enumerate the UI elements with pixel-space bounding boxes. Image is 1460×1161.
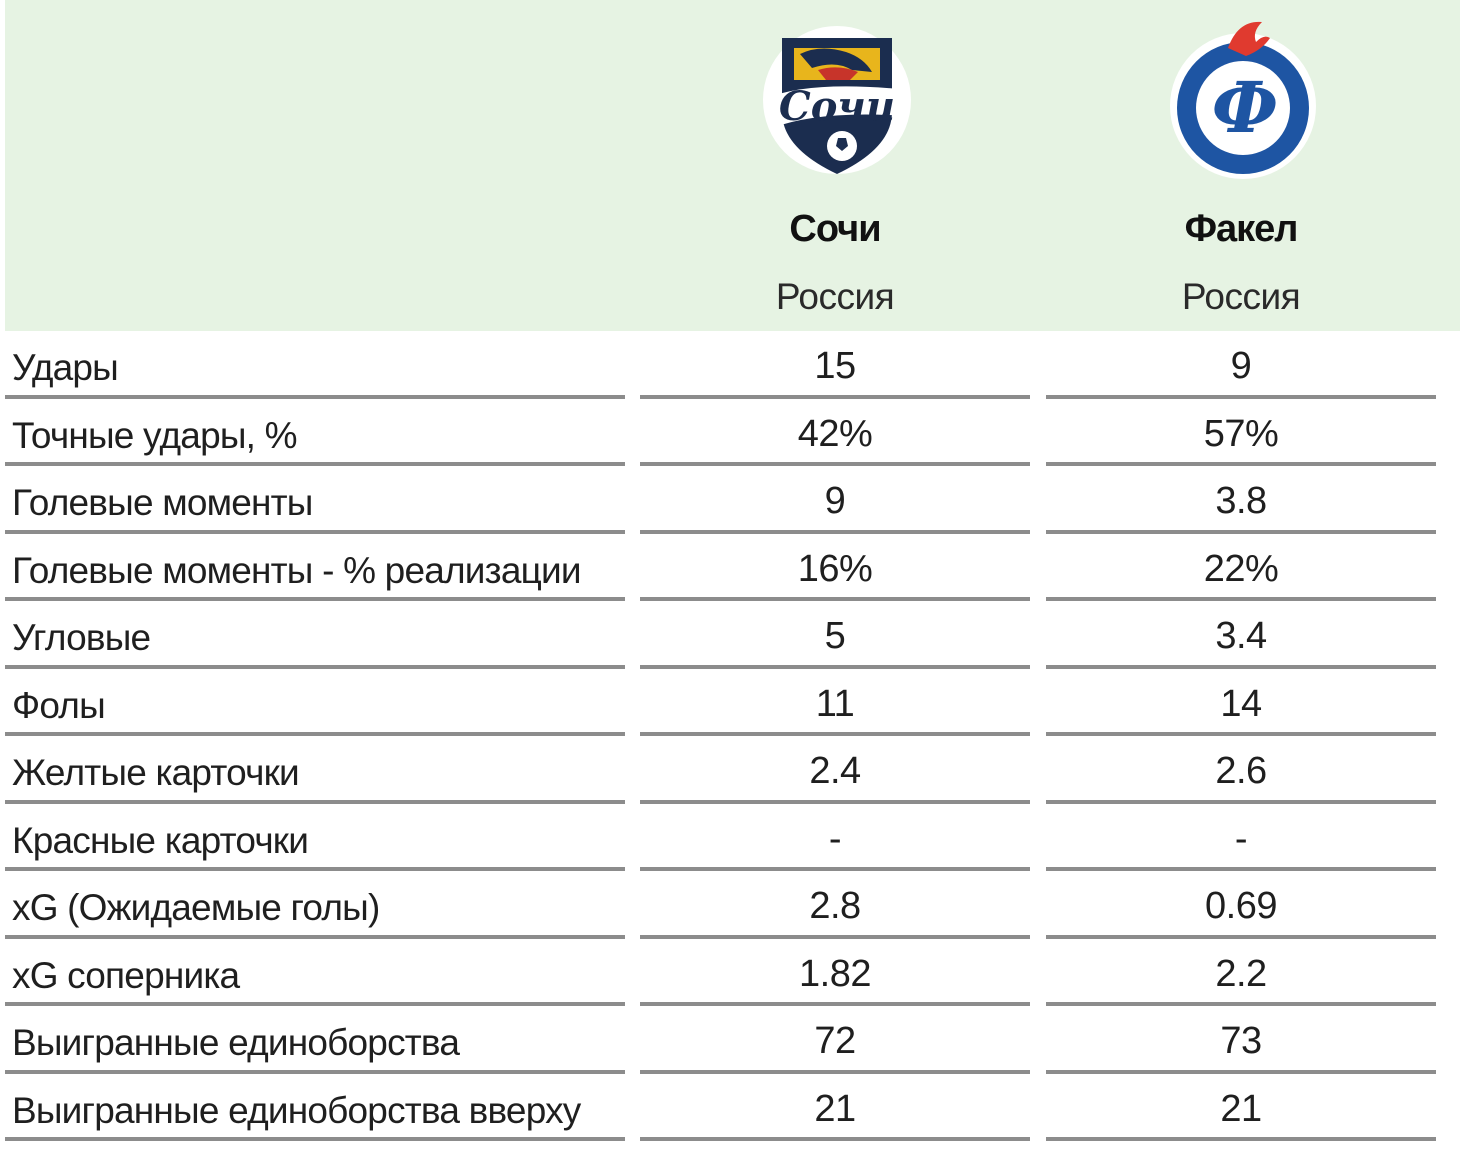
away-value: 14 (1220, 682, 1262, 725)
stat-label: Точные удары, % (12, 414, 297, 456)
stat-label: Угловые (12, 617, 151, 658)
stat-row-xg-against (0, 939, 1460, 1007)
stat-row-shots (0, 331, 1460, 399)
home-value: 11 (815, 682, 855, 725)
away-value: 0.69 (1205, 885, 1277, 927)
home-team-column (635, 0, 1035, 331)
home-value: 42% (797, 412, 873, 455)
home-value: 21 (814, 1087, 856, 1130)
home-value: 2.4 (809, 750, 861, 792)
sochi-crest-icon (760, 20, 915, 180)
stat-row-yellow-cards (0, 736, 1460, 804)
away-value: 73 (1220, 1020, 1262, 1062)
home-value: 1.82 (799, 952, 871, 995)
stat-label: Голевые моменты (12, 482, 313, 523)
stat-row-red-cards (0, 804, 1460, 872)
stat-label: Фолы (12, 684, 105, 726)
row-divider (640, 1137, 1030, 1141)
home-value: 72 (814, 1020, 856, 1062)
home-value: 9 (824, 480, 846, 522)
home-team-name: Сочи (789, 208, 881, 250)
row-divider (1046, 1137, 1436, 1141)
away-value: 3.8 (1215, 480, 1267, 522)
stat-label: xG (Ожидаемые голы) (12, 887, 380, 928)
away-value: 2.2 (1215, 952, 1267, 995)
stats-table (0, 331, 1460, 1141)
home-value: 5 (824, 615, 846, 657)
away-value: 57% (1203, 412, 1279, 455)
away-team-country: Россия (1181, 276, 1301, 317)
stat-label: Удары (12, 347, 118, 388)
stat-label: xG соперника (12, 954, 240, 996)
stat-label: Желтые карточки (12, 752, 299, 793)
stat-label: Голевые моменты - % реализации (12, 549, 581, 591)
home-value: 2.8 (809, 885, 861, 927)
away-value: 9 (1230, 345, 1252, 387)
stat-row-shots-on-target (0, 399, 1460, 467)
sochi-logo-text: Сочи (778, 83, 896, 130)
away-value: 21 (1220, 1087, 1262, 1130)
home-value: - (828, 817, 842, 860)
home-value: 16% (797, 547, 873, 590)
home-value: 15 (814, 345, 856, 387)
stat-row-duels-won (0, 1006, 1460, 1074)
stat-row-xg (0, 871, 1460, 939)
stat-row-fouls (0, 669, 1460, 737)
stat-label: Красные карточки (12, 819, 309, 861)
away-value: 22% (1203, 547, 1279, 590)
stat-row-corners (0, 601, 1460, 669)
stat-label: Выигранные единоборства (12, 1022, 460, 1063)
teams-header (5, 0, 1460, 331)
away-team-column (1041, 0, 1441, 331)
away-value: 3.4 (1215, 615, 1267, 657)
home-team-country: Россия (775, 276, 895, 317)
stat-label: Выигранные единоборства вверху (12, 1089, 581, 1131)
fakel-crest-icon (1166, 20, 1321, 180)
row-divider (5, 1137, 625, 1141)
stat-row-chances (0, 466, 1460, 534)
stat-row-aerial-duels-won (0, 1074, 1460, 1142)
fakel-logo-text: Ф (1211, 66, 1279, 149)
away-value: 2.6 (1215, 750, 1267, 792)
away-value: - (1234, 817, 1248, 860)
away-team-name: Факел (1184, 208, 1298, 250)
stat-row-chance-conversion (0, 534, 1460, 602)
